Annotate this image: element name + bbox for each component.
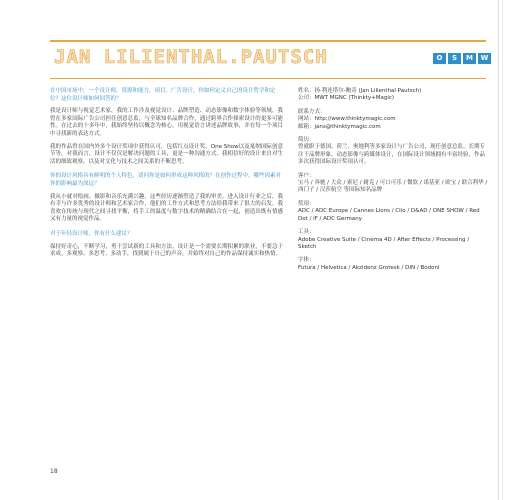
interview-column <box>50 88 283 264</box>
answer-1-cont: 我的作品曾在国内外多个设计奖项中获得认可，包括红点设计奖、One Show以及戛纳国际创意节等。对我而言，设计不仅仅是解决问题的工具，更是一种沟通方式。我相信好的设计来自对生活的细致观察，以及对文化与技术之间关系的不断思考。 <box>50 143 283 165</box>
answer-1: 我是设计师与视觉艺术家，我的工作涉及视觉设计、品牌塑造、动态影像和数字体验等领域。我曾在多家国际广告公司担任创意总监，与全球知名品牌合作，通过跨界合作探索设计的更多可能性。在过去的十多年中，我始终坚持以概念为核心，用视觉语言讲述品牌故事，并在每一个项目中寻找新的表达方式。 <box>50 108 283 137</box>
page-title: JAN LILIENTHAL.PAUTSCH <box>54 46 328 68</box>
profile-awards-label: 奖项： <box>298 200 315 207</box>
question-1: 在中国市场中，一个设计师，资源和能力，项目，广告设计，你如何定义自己的设计哲学和定位？这位设计师如何回答的？ <box>50 88 276 102</box>
badge-icon: S <box>448 53 461 64</box>
answer-3: 保持好奇心，不断学习，勇于尝试新的工具和方法。设计是一个需要长期积累的职业，不要急于求成。多观察、多思考、多动手，找到属于自己的声音，并始终对自己的作品保持诚实和热情。 <box>50 243 283 258</box>
badge-icon: O <box>433 53 446 64</box>
profile-company: 公司：MWT MGNC (Thinkty+Magic) <box>298 95 395 102</box>
profile-tools: Adobe Creative Suite / Cinema 4D / After Effects / Processing / Sketch <box>298 236 470 250</box>
profile-tools-label: 工具： <box>298 229 315 236</box>
badge-icon: W <box>478 53 491 64</box>
page-number: 18 <box>50 468 58 475</box>
profile-clients-label: 客户： <box>298 172 315 179</box>
social-badges <box>433 53 491 64</box>
title-bar <box>50 40 489 79</box>
profile-contact-label: 联系方式： <box>298 108 326 115</box>
profile-awards: ADC / ADC Europe / Cannes Lions / Clio / D&AD / ONE SHOW / Red Dot / iF / ADC Germany <box>298 208 480 222</box>
profile-clients: 宝马 / 奔驰 / 大众 / 索尼 / 耐克 / 可口可乐 / 微软 / 诺基亚 / 欧宝 / 联合利华 / 西门子 / 汉莎航空 等国际知名品牌 <box>298 180 488 194</box>
badge-icon: M <box>463 53 476 64</box>
profile-email: 邮箱：jans@thinktymagic.com <box>298 123 381 130</box>
page-spine <box>498 0 499 500</box>
profile-column <box>298 88 488 272</box>
question-3: 对于年轻设计师，你有什么建议？ <box>50 230 133 237</box>
profile-bio: 曾就职于德国、荷兰、奥地利等多家设计与广告公司，现任创意总监。长期专注于品牌形象、动态影像与跨媒体设计，在国际设计领域拥有丰富经验，作品多次获得国际设计奖项认可。 <box>298 144 486 166</box>
profile-bio-label: 简历： <box>298 137 315 144</box>
answer-2: 我从小就对绘画、摄影和音乐充满兴趣，这些经历逐渐塑造了我的审美。进入设计行业之后，我有幸与许多优秀的设计师和艺术家合作，他们的工作方式和思考方法给我带来了很大的启发。我喜欢在传统与现代之间寻找平衡，将手工的温度与数字技术的精确结合在一起，创造出既有情感又有力量的视觉作品。 <box>50 193 283 223</box>
profile-typeface-label: 字体： <box>298 257 315 264</box>
question-2: 你的设计风格具有鲜明的个人特色，请问你是如何形成这种风格的？在创作过程中，哪些因素对你的影响最为深远？ <box>50 173 282 187</box>
profile-typeface: Futura / Helvetica / Akzidenz Grotesk / DIN / Bodoni <box>298 264 440 271</box>
profile-name: 姓名：扬·利连塔尔-鲍奇 (Jan Lilienthal Pautsch) <box>298 88 422 94</box>
profile-web: 网站：http://www.thinktymagic.com <box>298 116 396 123</box>
page-spine-shadow <box>502 0 503 500</box>
